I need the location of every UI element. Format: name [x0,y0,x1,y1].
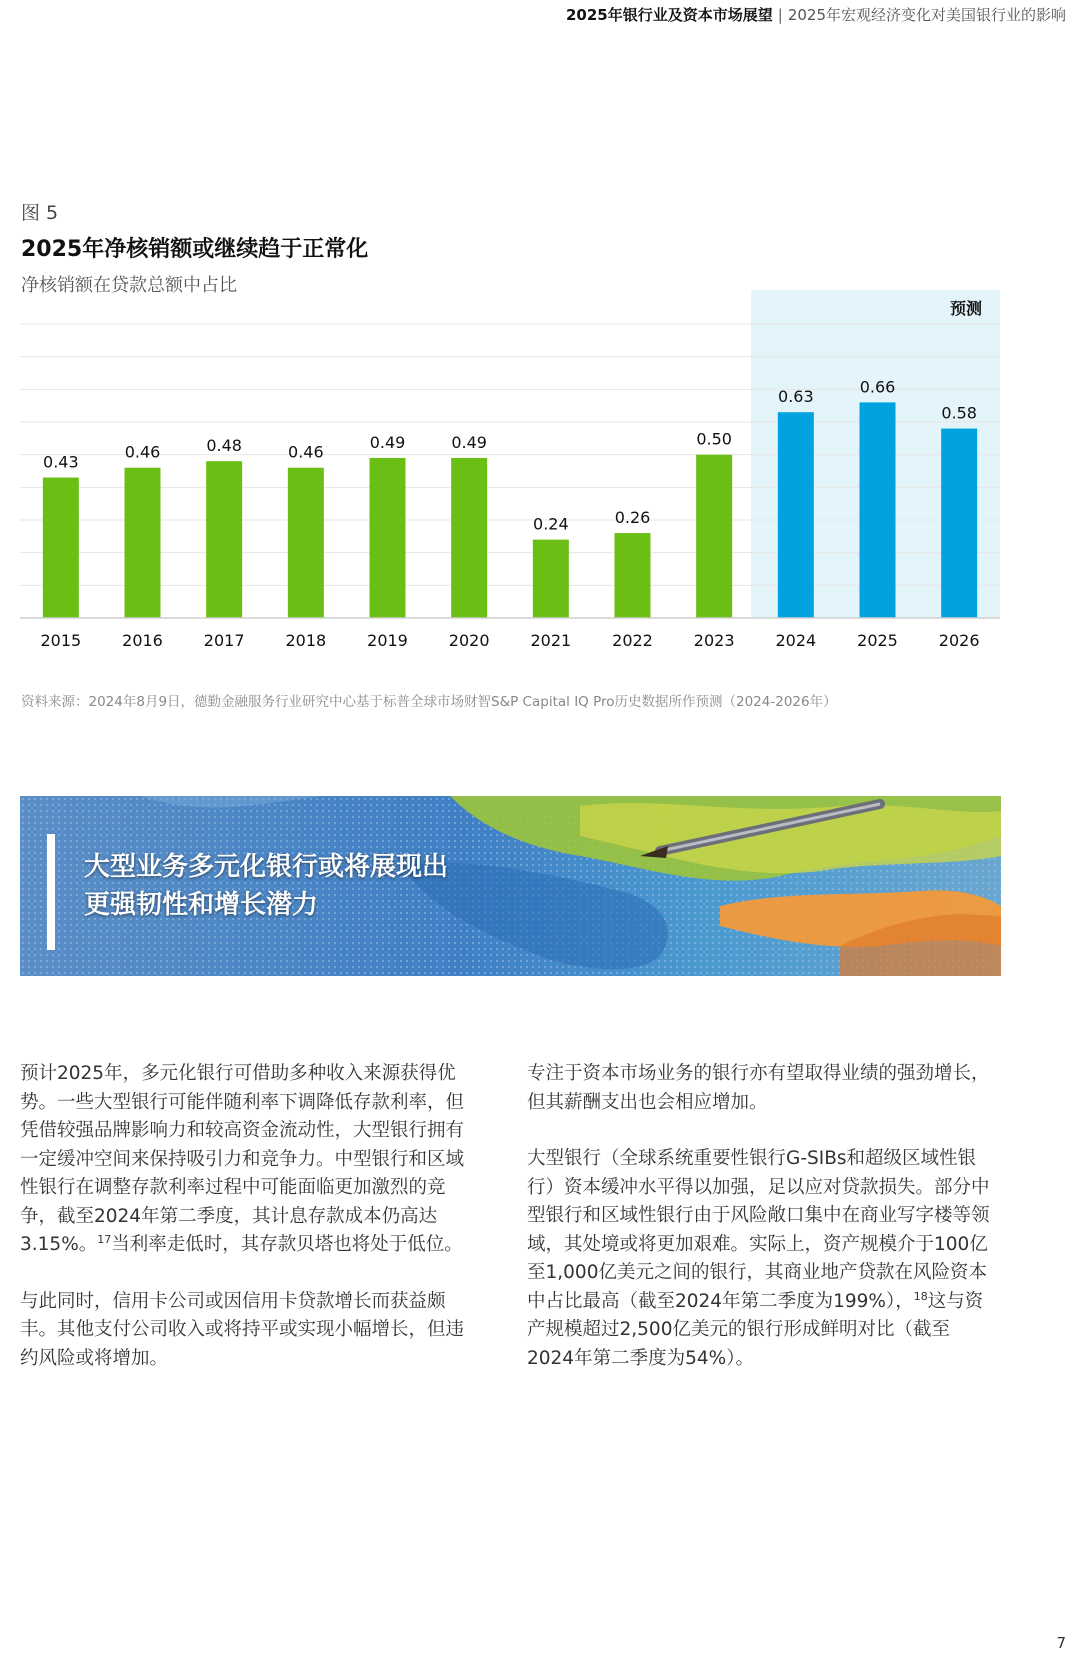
value-label-2021: 0.24 [533,514,569,534]
footnote-ref: 18 [913,1289,928,1303]
body-column-right [527,1060,997,1401]
x-tick-2018: 2018 [285,631,327,650]
bar-2020 [451,458,487,618]
figure-subtitle: 净核销额在贷款总额中占比 [21,275,237,296]
body-paragraph [527,1145,997,1373]
value-label-2020: 0.49 [451,432,487,452]
value-label-2017: 0.48 [206,436,242,456]
bar-2021 [533,540,569,618]
x-tick-2021: 2021 [530,631,572,650]
report-title: 2025年银行业及资本市场展望 [566,6,773,24]
paragraph-text: 当利率走低时，其存款贝塔也将处于低位。 [111,1234,463,1255]
x-tick-2022: 2022 [612,631,653,650]
bar-2024 [778,412,814,618]
paragraph-text: 预计2025年，多元化银行可借助多种收入来源获得优势。一些大型银行可能伴随利率下调降低存款利率，但凭借较强品牌影响力和较高资金流动性，大型银行拥有一定缓冲空间来保持吸引力和竞争力。中型银行和区域性银行在调整存款利率过程中可能面临更加激烈的竞争，截至2024年第二季度，其计息存款成本仍高达3.15%。 [20,1063,465,1255]
figure-title: 2025年净核销额或继续趋于正常化 [21,237,369,262]
x-tick-2024: 2024 [775,631,817,650]
x-tick-2023: 2023 [693,631,735,650]
section-title: 2025年宏观经济变化对美国银行业的影响 [787,6,1066,24]
figure-source-note: 资料来源：2024年8月9日，德勤金融服务行业研究中心基于标普全球市场财智S&P Capital IQ Pro历史数据所作预测（2024-2026年） [21,694,837,710]
section-banner [20,796,1001,976]
x-tick-2020: 2020 [448,631,490,650]
bar-2023 [696,455,732,618]
header-separator: | [777,6,783,24]
value-label-2016: 0.46 [124,442,161,462]
bar-2016 [125,468,161,618]
bar-2018 [288,468,324,618]
value-label-2022: 0.26 [614,508,651,528]
value-label-2015: 0.43 [43,452,79,472]
running-header [566,4,1066,25]
body-paragraph: 专注于资本市场业务的银行亦有望取得业绩的强劲增长，但其薪酬支出也会相应增加。 [527,1063,990,1113]
bar-2022 [615,533,651,618]
bar-2026 [941,429,977,618]
value-label-2025: 0.66 [859,377,896,397]
body-paragraph [20,1060,482,1260]
banner-accent-bar [47,834,55,950]
value-label-2026: 0.58 [941,403,977,423]
bar-2015 [43,478,79,618]
paragraph-text: 这与资产规模超过2,500亿美元的银行形成鲜明对比（截至2024年第二季度为54%）。 [527,1290,984,1369]
bar-2017 [206,461,242,618]
banner-heading-line-1: 大型业务多元化银行或将展现出 [84,852,449,882]
value-label-2018: 0.46 [288,442,324,462]
value-label-2023: 0.50 [696,429,732,449]
x-tick-2026: 2026 [938,631,980,650]
body-column-left [20,1060,482,1401]
bar-2019 [370,458,406,618]
value-label-2024: 0.63 [778,387,814,407]
x-tick-2019: 2019 [367,631,408,650]
page-number: 7 [1056,1634,1066,1652]
chart-x-tick-labels [40,631,979,650]
footnote-ref: 17 [97,1232,112,1246]
x-tick-2025: 2025 [857,631,898,650]
banner-heading-line-2: 更强韧性和增长潜力 [84,890,319,920]
forecast-label: 预测 [949,299,982,318]
x-tick-2017: 2017 [203,631,245,650]
net-chargeoff-bar-chart [0,290,1000,660]
banner-heading [84,848,448,924]
body-paragraph: 与此同时，信用卡公司或因信用卡贷款增长而获益颇丰。其他支付公司收入或将持平或实现小幅增长，但违约风险或将增加。 [20,1290,465,1369]
paragraph-text: 大型银行（全球系统重要性银行G-SIBs和超级区域性银行）资本缓冲水平得以加强，足以应对贷款损失。部分中型银行和区域性银行由于风险敞口集中在商业写字楼等领域，其处境或将更加艰难。实际上，资产规模介于100亿至1,000亿美元之间的银行，其商业地产贷款在风险资本中占比最高（截至2024年第二季度为199%）， [527,1148,990,1312]
x-tick-2016: 2016 [122,631,163,650]
bar-2025 [860,402,896,618]
value-label-2019: 0.49 [369,432,406,452]
x-tick-2015: 2015 [40,631,82,650]
figure-number: 图 5 [21,202,59,224]
